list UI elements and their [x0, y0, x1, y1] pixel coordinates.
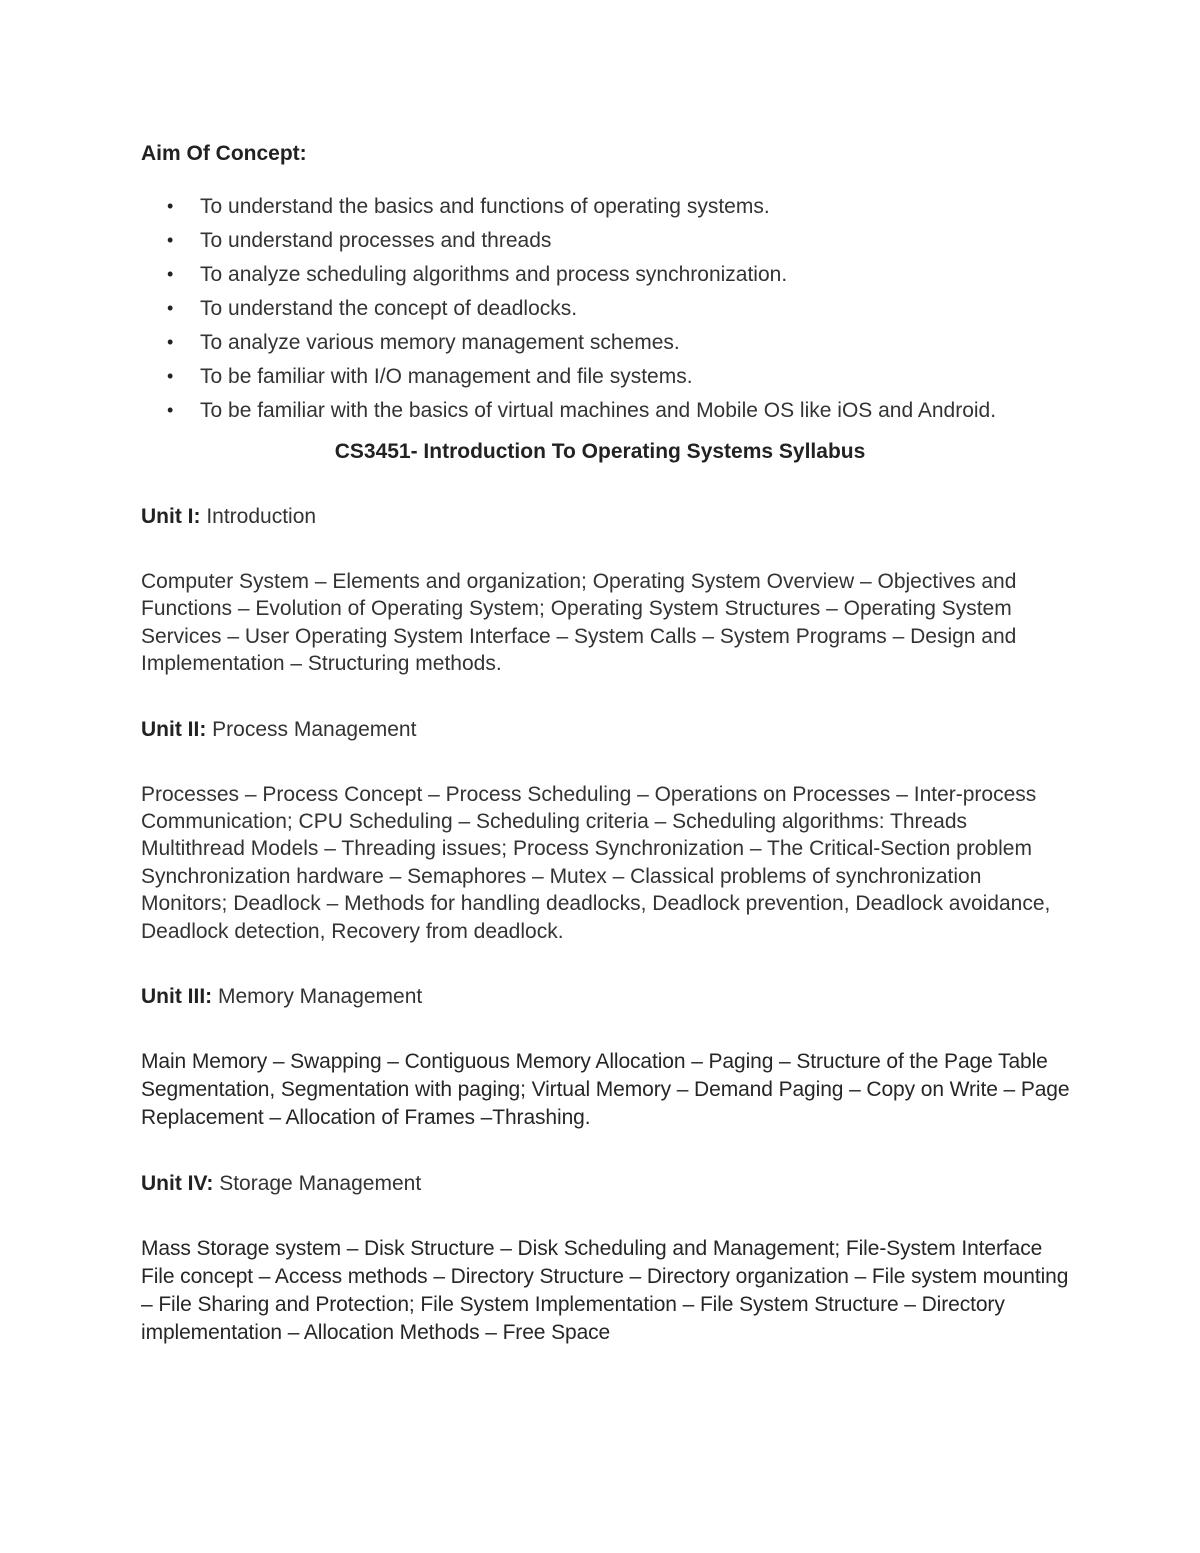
bullet-icon: •	[167, 264, 174, 284]
list-item	[141, 397, 1071, 424]
unit-name: Introduction	[206, 505, 317, 528]
unit-label: Unit I:	[141, 505, 201, 528]
list-item	[141, 193, 1071, 220]
unit-body: Main Memory – Swapping – Contiguous Memory Allocation – Paging – Structure of the Page Table Segmentation, Segmentation with paging; Virtual Memory – Demand Paging – Copy on Write – Page Replacement – Allocation of Frames –Thrashing.	[141, 1050, 1070, 1130]
unit-heading	[141, 983, 1071, 1010]
unit-name: Storage Management	[219, 1172, 422, 1196]
unit-heading	[141, 1170, 1071, 1197]
list-item	[141, 329, 1071, 356]
list-item	[141, 227, 1071, 254]
list-item	[141, 295, 1071, 322]
unit-heading	[141, 503, 1071, 530]
unit-section-1	[141, 503, 1071, 678]
unit-body: Processes – Process Concept – Process Scheduling – Operations on Processes – Inter-process Communication; CPU Scheduling – Scheduling criteria – Scheduling algorithms: Threads Multithread Models – Threading issues; Process Synchronization – The Critical-Section problem Synchronization hardware – Semaphores – Mutex – Classical problems of synchronization Monitors; Deadlock – Methods for handling deadlocks, Deadlock prevention, Deadlock avoidance, Deadlock detection, Recovery from deadlock.	[141, 782, 1051, 943]
unit-body: Mass Storage system – Disk Structure – Disk Scheduling and Management; File-System Interface File concept – Access methods – Directory Structure – Directory organization – File system mounting – File Sharing and Protection; File System Implementation – File System Structure – Directory implementation – Allocation Methods – Free Space	[141, 1237, 1069, 1345]
list-item-text: To be familiar with the basics of virtual machines and Mobile OS like iOS and Android.	[200, 399, 997, 422]
list-item-text: To be familiar with I/O management and file systems.	[200, 365, 693, 388]
unit-section-4	[141, 1170, 1071, 1347]
list-item	[141, 261, 1071, 288]
aim-list	[141, 193, 1071, 424]
unit-label: Unit II:	[141, 717, 207, 741]
list-item-text: To understand the concept of deadlocks.	[200, 297, 578, 320]
bullet-icon: •	[167, 230, 174, 250]
document-title: CS3451- Introduction To Operating Systems Syllabus	[334, 440, 866, 463]
unit-section-3	[141, 983, 1071, 1132]
list-item-text: To understand processes and threads	[200, 229, 552, 252]
unit-name: Process Management	[212, 717, 417, 741]
bullet-icon: •	[167, 196, 174, 216]
unit-body: Computer System – Elements and organization; Operating System Overview – Objectives and Functions – Evolution of Operating System; Operating System Structures – Operating System Services – User Operating System Interface – System Calls – System Programs – Design and Implementation – Structuring methods.	[141, 570, 1017, 676]
unit-label: Unit IV:	[141, 1172, 214, 1196]
list-item-text: To analyze various memory management schemes.	[200, 331, 680, 354]
document-content	[141, 140, 1071, 1347]
aim-heading: Aim Of Concept:	[141, 142, 307, 165]
unit-heading	[141, 716, 1071, 743]
bullet-icon: •	[167, 400, 174, 420]
unit-label: Unit III:	[141, 985, 213, 1009]
list-item-text: To understand the basics and functions of operating systems.	[200, 195, 770, 218]
list-item-text: To analyze scheduling algorithms and process synchronization.	[200, 263, 788, 286]
bullet-icon: •	[167, 298, 174, 318]
unit-section-2	[141, 716, 1071, 945]
unit-name: Memory Management	[218, 985, 423, 1009]
bullet-icon: •	[167, 366, 174, 386]
bullet-icon: •	[167, 332, 174, 352]
list-item	[141, 363, 1071, 390]
